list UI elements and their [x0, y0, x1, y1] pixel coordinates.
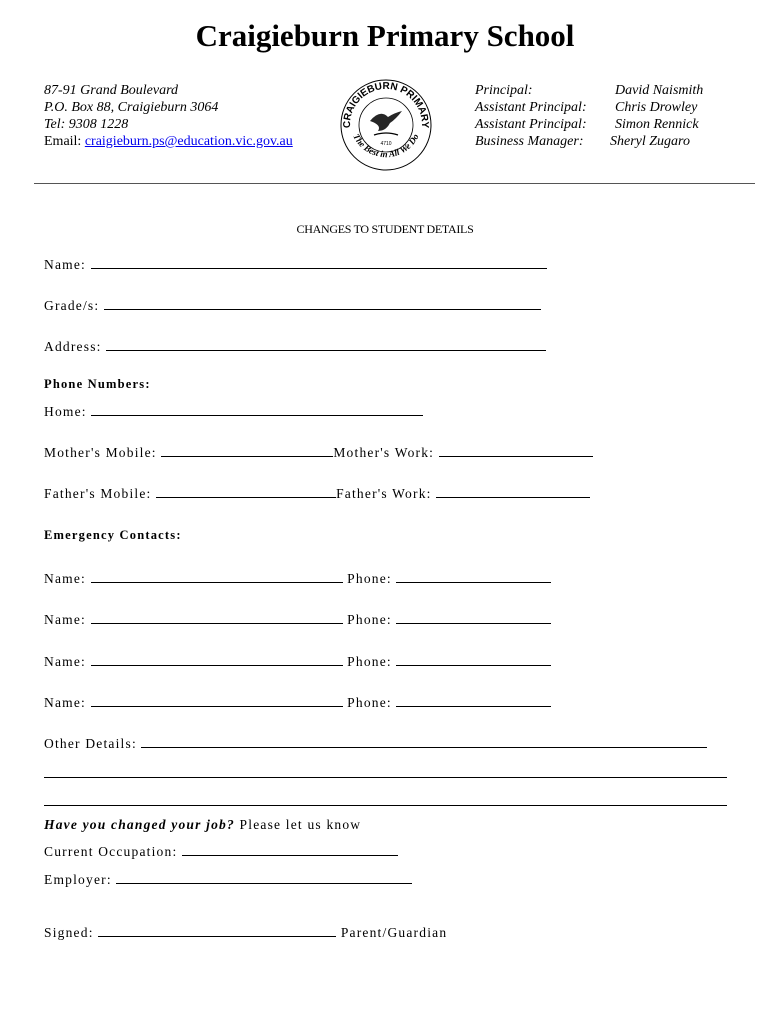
home-phone-input-line[interactable]	[91, 404, 423, 416]
emergency-contact-row	[44, 612, 551, 628]
address-input-line[interactable]	[106, 339, 546, 351]
phone-line: Tel: 9308 1228	[44, 117, 129, 132]
emergency-contact-row	[44, 571, 551, 587]
address-label: Address:	[44, 339, 102, 354]
fathers-work-label: Father's Work:	[336, 486, 432, 501]
school-logo	[336, 73, 436, 173]
staff-row: Principal: David Naismith	[475, 83, 704, 98]
parent-guardian-label: Parent/Guardian	[340, 925, 448, 940]
logo-top-text: CRAIGIEBURN PRIMARY	[341, 80, 431, 129]
email-link[interactable]: craigieburn.ps@education.vic.gov.au	[84, 134, 293, 149]
staff-row: Assistant Principal: Simon Rennick	[475, 117, 699, 132]
header-divider	[34, 183, 755, 184]
occupation-row	[44, 844, 398, 860]
school-address	[44, 82, 293, 150]
contact-phone-input-line[interactable]	[396, 612, 551, 624]
logo-motto: The Best in All We Do	[351, 132, 421, 160]
address-line: P.O. Box 88, Craigieburn 3064	[44, 100, 219, 115]
mothers-work-label: Mother's Work:	[333, 445, 435, 460]
contact-name-label: Name:	[44, 571, 86, 586]
fathers-work-input-line[interactable]	[436, 486, 590, 498]
contact-name-label: Name:	[44, 654, 86, 669]
form-heading: CHANGES TO STUDENT DETAILS	[296, 222, 474, 236]
mothers-work-input-line[interactable]	[439, 445, 593, 457]
job-question: Have you changed your job?	[44, 817, 235, 832]
contact-name-input-line[interactable]	[91, 695, 343, 707]
logo-number: 4710	[380, 141, 392, 147]
grade-field-row	[44, 298, 541, 314]
address-field-row	[44, 339, 546, 355]
contact-phone-label: Phone:	[347, 571, 392, 586]
staff-list	[475, 82, 703, 150]
name-label: Name:	[44, 257, 86, 272]
mothers-mobile-label: Mother's Mobile:	[44, 445, 157, 460]
contact-name-input-line[interactable]	[91, 612, 343, 624]
emergency-contacts-heading: Emergency Contacts:	[44, 528, 182, 542]
mothers-mobile-input-line[interactable]	[161, 445, 333, 457]
employer-row	[44, 872, 412, 888]
employer-input-line[interactable]	[116, 872, 412, 884]
signature-input-line[interactable]	[98, 925, 336, 937]
contact-name-input-line[interactable]	[91, 654, 343, 666]
other-details-label: Other Details:	[44, 736, 137, 751]
email-line	[44, 133, 293, 150]
other-details-row	[44, 736, 707, 752]
contact-phone-input-line[interactable]	[396, 695, 551, 707]
home-label: Home:	[44, 404, 87, 419]
other-details-extra-line[interactable]	[44, 777, 727, 778]
staff-row: Assistant Principal: Chris Drowley	[475, 100, 698, 115]
grade-input-line[interactable]	[104, 298, 541, 310]
address-line: 87-91 Grand Boulevard	[44, 83, 179, 98]
fathers-mobile-input-line[interactable]	[156, 486, 336, 498]
emergency-contact-row	[44, 654, 551, 670]
contact-phone-input-line[interactable]	[396, 654, 551, 666]
other-details-extra-line[interactable]	[44, 805, 727, 806]
emergency-contact-row	[44, 695, 551, 711]
name-field-row	[44, 257, 547, 273]
contact-phone-input-line[interactable]	[396, 571, 551, 583]
contact-phone-label: Phone:	[347, 612, 392, 627]
contact-name-label: Name:	[44, 612, 86, 627]
home-phone-row	[44, 404, 423, 420]
phone-numbers-heading: Phone Numbers:	[44, 377, 151, 391]
occupation-input-line[interactable]	[182, 844, 398, 856]
fathers-mobile-label: Father's Mobile:	[44, 486, 152, 501]
staff-row: Business Manager: Sheryl Zugaro	[475, 134, 690, 149]
father-phone-row	[44, 486, 590, 502]
contact-name-label: Name:	[44, 695, 86, 710]
employer-label: Employer:	[44, 872, 112, 887]
signed-label: Signed:	[44, 925, 94, 940]
job-change-prompt	[44, 817, 361, 833]
email-label: Email:	[44, 134, 85, 149]
contact-name-input-line[interactable]	[91, 571, 343, 583]
signature-row	[44, 925, 447, 941]
name-input-line[interactable]	[91, 257, 547, 269]
mother-phone-row	[44, 445, 593, 461]
job-prompt: Please let us know	[239, 817, 362, 832]
school-name: Craigieburn Primary School	[195, 18, 575, 53]
bird-emblem-icon	[370, 111, 402, 131]
grade-label: Grade/s:	[44, 298, 100, 313]
contact-phone-label: Phone:	[347, 654, 392, 669]
occupation-label: Current Occupation:	[44, 844, 178, 859]
other-details-input-line[interactable]	[141, 736, 707, 748]
contact-phone-label: Phone:	[347, 695, 392, 710]
